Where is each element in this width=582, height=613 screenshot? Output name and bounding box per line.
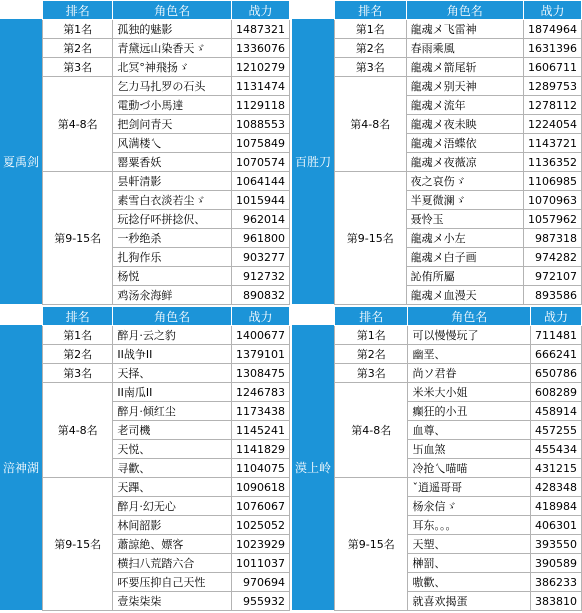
player-name-cell: 可以慢慢玩了 <box>408 326 531 345</box>
server-name-label: 漠上岭 <box>292 325 334 610</box>
player-name-cell: 癫狂的小丑 <box>408 402 531 421</box>
rank-cell: 第4-8名 <box>43 383 113 478</box>
power-value-cell: 1129118 <box>231 96 289 115</box>
server-ranking-panel <box>292 306 582 612</box>
player-name-cell: 冷抢乀喵喵 <box>408 459 531 478</box>
rank-cell: 第2名 <box>43 345 113 364</box>
player-name-cell: 春雨乘風 <box>406 39 523 58</box>
player-name-cell: 鸡汤氽海鲜 <box>113 286 232 305</box>
rank-column-header: 排名 <box>43 1 113 20</box>
ranking-table <box>42 306 290 611</box>
table-row <box>43 345 290 364</box>
power-value-cell: 1606711 <box>523 58 581 77</box>
rank-cell: 第3名 <box>43 364 113 383</box>
table-row <box>43 77 290 96</box>
power-value-cell: 987318 <box>523 229 581 248</box>
player-name-cell: 老司機 <box>113 421 232 440</box>
player-name-cell: 北冥°神飛扬ゞ <box>113 58 232 77</box>
player-name-cell: 卐血煞 <box>408 440 531 459</box>
power-value-cell: 912732 <box>231 267 289 286</box>
power-value-cell: 974282 <box>523 248 581 267</box>
player-name-cell: 就喜欢揭蛋 <box>408 592 531 611</box>
server-name-label: 涪神湖 <box>0 325 42 610</box>
server-ranking-panel <box>0 306 290 612</box>
player-name-cell: 罂粟香妖 <box>113 153 232 172</box>
power-value-cell: 1210279 <box>231 58 289 77</box>
power-column-header: 战力 <box>523 1 581 20</box>
table-row <box>43 20 290 39</box>
player-name-cell: 醉月·倾红尘 <box>113 402 232 421</box>
power-value-cell: 1141829 <box>231 440 289 459</box>
player-name-cell: 天择、 <box>113 364 232 383</box>
player-name-cell: 天蹕、 <box>113 478 232 497</box>
player-name-cell: 昙軒清影 <box>113 172 232 191</box>
power-value-cell: 972107 <box>523 267 581 286</box>
power-value-cell: 1224054 <box>523 115 581 134</box>
power-value-cell: 1631396 <box>523 39 581 58</box>
table-row <box>335 326 582 345</box>
player-name-cell: 聂怜玉 <box>406 210 523 229</box>
power-value-cell: 1106985 <box>523 172 581 191</box>
power-value-cell: 393550 <box>530 535 581 554</box>
player-name-cell: 一秒绝杀 <box>113 229 232 248</box>
power-value-cell: 650786 <box>530 364 581 383</box>
power-value-cell: 1145241 <box>231 421 289 440</box>
rank-cell: 第1名 <box>335 20 407 39</box>
rank-cell: 第4-8名 <box>43 77 113 172</box>
player-name-cell: 把剑问青天 <box>113 115 232 134</box>
player-name-cell: 吥要压抑自己天性 <box>113 573 232 592</box>
name-column-header: 角色名 <box>406 1 523 20</box>
ranking-table <box>334 306 582 611</box>
power-value-cell: 890832 <box>231 286 289 305</box>
power-value-cell: 457255 <box>530 421 581 440</box>
player-name-cell: 半夏微澜ゞ <box>406 191 523 210</box>
player-name-cell: 天塑、 <box>408 535 531 554</box>
player-name-cell: 龍魂メ白子画 <box>406 248 523 267</box>
player-name-cell: 米米大小姐 <box>408 383 531 402</box>
rank-cell: 第9-15名 <box>335 478 408 611</box>
power-value-cell: 1075849 <box>231 134 289 153</box>
player-name-cell: 林间韶影 <box>113 516 232 535</box>
player-name-cell: 龍魂メ流年 <box>406 96 523 115</box>
name-column-header: 角色名 <box>113 307 232 326</box>
power-value-cell: 903277 <box>231 248 289 267</box>
power-value-cell: 1070963 <box>523 191 581 210</box>
rank-cell: 第1名 <box>43 326 113 345</box>
player-name-cell: 幽垩、 <box>408 345 531 364</box>
table-row <box>43 39 290 58</box>
rank-cell: 第9-15名 <box>43 478 113 611</box>
player-name-cell: 耳东。。。 <box>408 516 531 535</box>
player-name-cell: 榊罰、 <box>408 554 531 573</box>
player-name-cell: 龍魂メ夜薇凉 <box>406 153 523 172</box>
server-ranking-panel <box>292 0 582 306</box>
table-row <box>43 58 290 77</box>
player-name-cell: 龍魂メ箭尾斩 <box>406 58 523 77</box>
player-name-cell: 醉月·幻无心 <box>113 497 232 516</box>
power-column-header: 战力 <box>231 1 289 20</box>
player-name-cell: 青黛远山染香天ゞ <box>113 39 232 58</box>
player-name-cell: 嗷歡、 <box>408 573 531 592</box>
power-value-cell: 608289 <box>530 383 581 402</box>
player-name-cell: 风满楼乀 <box>113 134 232 153</box>
power-value-cell: 1131474 <box>231 77 289 96</box>
table-row <box>43 478 290 497</box>
player-name-cell: 孤独的魅影 <box>113 20 232 39</box>
power-value-cell: 1246783 <box>231 383 289 402</box>
power-value-cell: 1025052 <box>231 516 289 535</box>
player-name-cell: 電動づ小馬達 <box>113 96 232 115</box>
player-name-cell: 素雪白衣淡若尘ゞ <box>113 191 232 210</box>
table-row <box>43 364 290 383</box>
power-value-cell: 1874964 <box>523 20 581 39</box>
ranking-table <box>334 0 582 305</box>
power-value-cell: 1070574 <box>231 153 289 172</box>
table-row <box>43 172 290 191</box>
power-value-cell: 1064144 <box>231 172 289 191</box>
rank-column-header: 排名 <box>43 307 113 326</box>
player-name-cell: 尚ソ君眷 <box>408 364 531 383</box>
player-name-cell: 杨悦 <box>113 267 232 286</box>
power-value-cell: 1173438 <box>231 402 289 421</box>
player-name-cell: ˇ逍遥哥哥 <box>408 478 531 497</box>
player-name-cell: 横扫八荒踏六合 <box>113 554 232 573</box>
rank-cell: 第3名 <box>335 364 408 383</box>
ranking-table <box>42 0 290 305</box>
power-value-cell: 962014 <box>231 210 289 229</box>
power-value-cell: 1023929 <box>231 535 289 554</box>
player-name-cell: 龍魂メ夜未眏 <box>406 115 523 134</box>
table-row <box>335 364 582 383</box>
player-name-cell: 乞力马扎罗の石头 <box>113 77 232 96</box>
rank-cell: 第1名 <box>43 20 113 39</box>
rank-cell: 第2名 <box>335 345 408 364</box>
power-value-cell: 1336076 <box>231 39 289 58</box>
player-name-cell: 龍魂メ飞雷神 <box>406 20 523 39</box>
power-value-cell: 1143721 <box>523 134 581 153</box>
power-value-cell: 431215 <box>530 459 581 478</box>
power-column-header: 战力 <box>530 307 581 326</box>
power-value-cell: 428348 <box>530 478 581 497</box>
rank-cell: 第9-15名 <box>335 172 407 305</box>
power-value-cell: 1289753 <box>523 77 581 96</box>
power-value-cell: 390589 <box>530 554 581 573</box>
player-name-cell: 龍魂メ浯蝶依 <box>406 134 523 153</box>
player-name-cell: 寻歡、 <box>113 459 232 478</box>
player-name-cell: 醉月·云之豹 <box>113 326 232 345</box>
power-value-cell: 961800 <box>231 229 289 248</box>
table-row <box>335 77 582 96</box>
name-column-header: 角色名 <box>113 1 232 20</box>
power-value-cell: 711481 <box>530 326 581 345</box>
table-header-row <box>335 1 582 20</box>
rank-cell: 第2名 <box>335 39 407 58</box>
player-name-cell: 玩捻仔吥拼捻伬、 <box>113 210 232 229</box>
table-row <box>335 478 582 497</box>
power-value-cell: 955932 <box>231 592 289 611</box>
power-value-cell: 1057962 <box>523 210 581 229</box>
power-value-cell: 1400677 <box>231 326 289 345</box>
table-row <box>335 172 582 191</box>
table-header-row <box>43 1 290 20</box>
table-row <box>335 39 582 58</box>
player-name-cell: 天悦、 <box>113 440 232 459</box>
power-value-cell: 1278112 <box>523 96 581 115</box>
player-name-cell: 血尊、 <box>408 421 531 440</box>
power-value-cell: 383810 <box>530 592 581 611</box>
table-row <box>335 58 582 77</box>
player-name-cell: II战争II <box>113 345 232 364</box>
power-value-cell: 1090618 <box>231 478 289 497</box>
rank-cell: 第9-15名 <box>43 172 113 305</box>
server-ranking-panel <box>0 0 290 306</box>
player-name-cell: 夜之哀伤ゞ <box>406 172 523 191</box>
table-row <box>335 345 582 364</box>
table-row <box>335 20 582 39</box>
power-value-cell: 455434 <box>530 440 581 459</box>
player-name-cell: 蕭諒絶、嫖客 <box>113 535 232 554</box>
player-name-cell: 杨氽信ゞ <box>408 497 531 516</box>
player-name-cell: 龍魂メ血漫天 <box>406 286 523 305</box>
power-value-cell: 666241 <box>530 345 581 364</box>
power-value-cell: 1104075 <box>231 459 289 478</box>
rank-cell: 第3名 <box>335 58 407 77</box>
power-value-cell: 418984 <box>530 497 581 516</box>
server-name-label: 百胜刀 <box>292 19 334 304</box>
power-value-cell: 1487321 <box>231 20 289 39</box>
power-value-cell: 1076067 <box>231 497 289 516</box>
rank-cell: 第4-8名 <box>335 77 407 172</box>
power-value-cell: 1011037 <box>231 554 289 573</box>
player-name-cell: 扎狗作乐 <box>113 248 232 267</box>
power-value-cell: 1015944 <box>231 191 289 210</box>
player-name-cell: 龍魂メ小左 <box>406 229 523 248</box>
rank-cell: 第1名 <box>335 326 408 345</box>
power-value-cell: 386233 <box>530 573 581 592</box>
rank-column-header: 排名 <box>335 307 408 326</box>
table-row <box>43 383 290 402</box>
table-header-row <box>43 307 290 326</box>
rank-cell: 第2名 <box>43 39 113 58</box>
table-row <box>43 326 290 345</box>
name-column-header: 角色名 <box>408 307 531 326</box>
power-value-cell: 970694 <box>231 573 289 592</box>
player-name-cell: 壹柒柒柒 <box>113 592 232 611</box>
power-value-cell: 406301 <box>530 516 581 535</box>
player-name-cell: II南瓜II <box>113 383 232 402</box>
power-value-cell: 1308475 <box>231 364 289 383</box>
player-name-cell: 訫侑所屬 <box>406 267 523 286</box>
power-value-cell: 1136352 <box>523 153 581 172</box>
table-header-row <box>335 307 582 326</box>
player-name-cell: 龍魂メ别天神 <box>406 77 523 96</box>
power-value-cell: 1379101 <box>231 345 289 364</box>
power-value-cell: 893586 <box>523 286 581 305</box>
power-column-header: 战力 <box>231 307 289 326</box>
rank-cell: 第4-8名 <box>335 383 408 478</box>
power-value-cell: 458914 <box>530 402 581 421</box>
table-row <box>335 383 582 402</box>
power-value-cell: 1088553 <box>231 115 289 134</box>
rank-cell: 第3名 <box>43 58 113 77</box>
rank-column-header: 排名 <box>335 1 407 20</box>
server-name-label: 夏禹剑 <box>0 19 42 304</box>
